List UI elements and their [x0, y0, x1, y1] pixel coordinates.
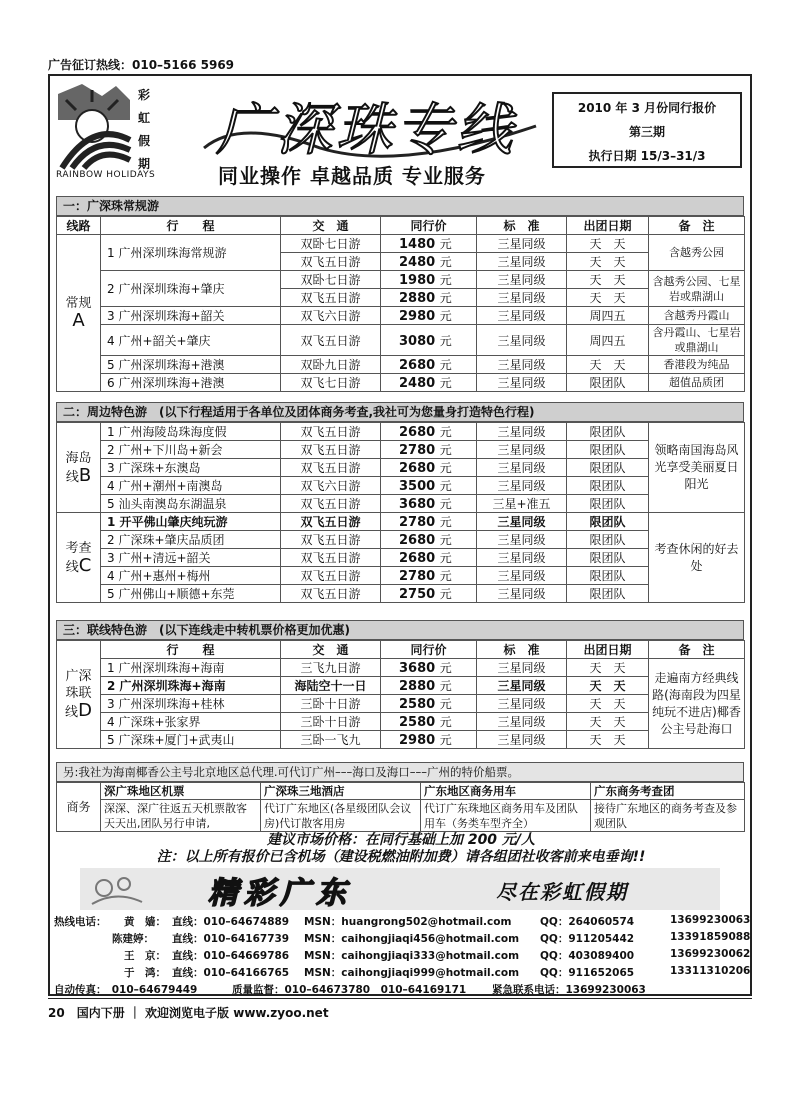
fax-line: 自动传真： 010–64679449 [54, 984, 198, 996]
transport-cell: 双飞五日游 [281, 325, 381, 356]
price-cell: 2480 元 [381, 253, 477, 271]
logo-en-text: RAINBOW HOLIDAYS [56, 170, 156, 180]
banner-main: 精彩广东 [208, 876, 352, 911]
contact-list [54, 914, 751, 999]
contact-row [54, 914, 751, 931]
emergency-line: 紧急联系电话：13699230063 [492, 984, 646, 996]
price-cell: 3680 元 [381, 495, 477, 513]
transport-cell: 三卧十日游 [281, 695, 381, 713]
price-cell: 2780 元 [381, 513, 477, 531]
std-cell: 三星同级 [477, 423, 567, 441]
std-cell: 三星同级 [477, 459, 567, 477]
date-cell: 限团队 [567, 585, 649, 603]
business-text: 代订广东地区(各星级团队会议房)代订散客用房 [261, 800, 421, 832]
flower-icon [86, 870, 146, 908]
transport-cell: 双飞五日游 [281, 531, 381, 549]
price-cell: 1480 元 [381, 235, 477, 253]
route-cell: 4 广深珠+张家界 [101, 713, 281, 731]
note-cell: 走遍南方经典线路(海南段为四星纯玩不进店)椰香公主号赴海口 [649, 659, 745, 749]
price-cell: 2680 元 [381, 549, 477, 567]
route-cell: 4 广州+潮州+南澳岛 [101, 477, 281, 495]
note-cell: 领略南国海岛风光享受美丽夏日阳光 [649, 423, 745, 513]
transport-cell: 三飞九日游 [281, 659, 381, 677]
transport-cell: 海陆空十一日 [281, 677, 381, 695]
table-row [57, 531, 745, 549]
std-cell: 三星同级 [477, 513, 567, 531]
header-cell: 线路 [57, 217, 101, 235]
route-cell: 2 广深珠+肇庆品质团 [101, 531, 281, 549]
std-cell: 三星同级 [477, 289, 567, 307]
transport-cell: 双飞五日游 [281, 253, 381, 271]
date-cell: 周四五 [567, 307, 649, 325]
contact-tel: 直线：010–64674889 [172, 916, 290, 928]
hotline-label: 热线电话： [54, 916, 107, 928]
table-row [57, 549, 745, 567]
section3-table [56, 640, 745, 749]
header-cell: 交 通 [281, 217, 381, 235]
category-cell-a: 常规 A [57, 235, 101, 392]
table-row [57, 271, 745, 289]
transport-cell: 双飞五日游 [281, 513, 381, 531]
std-cell: 三星同级 [477, 325, 567, 356]
contact-mobile: 13699230063 [670, 914, 751, 926]
date-cell: 限团队 [567, 441, 649, 459]
price-cell: 3500 元 [381, 477, 477, 495]
table-row [57, 495, 745, 513]
route-cell: 5 广深珠+厦门+武夷山 [101, 731, 281, 749]
table-row [57, 585, 745, 603]
route-cell: 5 汕头南澳岛东湖温泉 [101, 495, 281, 513]
section1-title: 一：广深珠常规游 [56, 196, 744, 216]
transport-cell: 三卧一飞九 [281, 731, 381, 749]
header-cell: 同行价 [381, 217, 477, 235]
transport-cell: 双飞五日游 [281, 441, 381, 459]
date-cell: 天 天 [567, 713, 649, 731]
business-title: 深广珠地区机票 [101, 783, 261, 800]
business-text: 接待广东地区的商务考查及参观团队 [591, 800, 745, 832]
category-cell-c: 考查线C [57, 513, 101, 603]
transport-cell: 双飞五日游 [281, 567, 381, 585]
contact-msn: MSN：huangrong502@hotmail.com [304, 916, 512, 928]
contact-qq: QQ：911205442 [540, 933, 635, 945]
note-cell: 考查休闲的好去处 [649, 513, 745, 603]
table-row [57, 659, 745, 677]
route-cell: 2 广州深圳珠海+海南 [101, 677, 281, 695]
ad-hotline: 广告征订热线：010–5166 5969 [48, 58, 235, 72]
std-cell: 三星同级 [477, 374, 567, 392]
route-cell: 2 广州深圳珠海+肇庆 [101, 271, 281, 307]
category-cell-b: 海岛线B [57, 423, 101, 513]
table-row [57, 783, 745, 800]
table-row [57, 423, 745, 441]
transport-cell: 双飞五日游 [281, 289, 381, 307]
date-cell: 限团队 [567, 531, 649, 549]
std-cell: 三星+准五 [477, 495, 567, 513]
header-cell: 交 通 [281, 641, 381, 659]
transport-cell: 三卧十日游 [281, 713, 381, 731]
price-include-line: 注：以上所有报价已含机场（建设税燃油附加费）请各组团社收客前来电垂询!! [156, 849, 646, 865]
price-box-line1: 2010 年 3 月份同行报价 [577, 101, 717, 115]
header-cell: 备 注 [649, 641, 745, 659]
std-cell: 三星同级 [477, 531, 567, 549]
logo-cn-text: 彩 虹 假 期 [137, 88, 150, 171]
date-cell: 天 天 [567, 271, 649, 289]
contact-tel: 直线：010–64669786 [172, 950, 290, 962]
contact-qq: QQ：911652065 [540, 967, 635, 979]
date-cell: 天 天 [567, 695, 649, 713]
price-cell: 2980 元 [381, 731, 477, 749]
section2-title: 二：周边特色游 (以下行程适用于各单位及团体商务考查,我社可为您量身打造特色行程) [56, 402, 744, 422]
banner-sub: 尽在彩虹假期 [496, 880, 628, 904]
date-cell: 限团队 [567, 549, 649, 567]
std-cell: 三星同级 [477, 253, 567, 271]
contact-msn: MSN：caihongjiaqi456@hotmail.com [304, 933, 520, 945]
note-cell: 含越秀公园 [649, 235, 745, 271]
transport-cell: 双飞六日游 [281, 477, 381, 495]
std-cell: 三星同级 [477, 585, 567, 603]
price-cell: 2680 元 [381, 531, 477, 549]
footer-rule [48, 998, 752, 999]
price-cell: 2780 元 [381, 567, 477, 585]
contact-mobile: 13391859088 [670, 931, 751, 943]
price-cell: 2580 元 [381, 695, 477, 713]
date-cell: 天 天 [567, 289, 649, 307]
section2-table [56, 422, 745, 603]
route-cell: 3 广深珠+东澳岛 [101, 459, 281, 477]
table-row [57, 713, 745, 731]
transport-cell: 双飞五日游 [281, 423, 381, 441]
business-text: 代订广东珠地区商务用车及团队用车（务类车型齐全） [421, 800, 591, 832]
table-row [57, 235, 745, 253]
contact-qq: QQ：264060574 [540, 916, 635, 928]
header-cell: 行 程 [101, 217, 281, 235]
date-cell: 天 天 [567, 356, 649, 374]
price-cell: 2680 元 [381, 459, 477, 477]
table-row [57, 356, 745, 374]
price-box-line2: 第三期 [628, 125, 665, 139]
date-cell: 限团队 [567, 374, 649, 392]
route-cell: 3 广州深圳珠海+韶关 [101, 307, 281, 325]
contact-row [54, 948, 751, 965]
date-cell: 天 天 [567, 253, 649, 271]
route-cell: 3 广州深圳珠海+桂林 [101, 695, 281, 713]
transport-cell: 双卧七日游 [281, 235, 381, 253]
note-cell: 含越秀丹霞山 [649, 307, 745, 325]
contact-row [54, 931, 751, 948]
std-cell: 三星同级 [477, 549, 567, 567]
route-cell: 1 开平佛山肇庆纯玩游 [101, 513, 281, 531]
transport-cell: 双卧九日游 [281, 356, 381, 374]
price-cell: 2880 元 [381, 289, 477, 307]
route-cell: 2 广州+下川岛+新会 [101, 441, 281, 459]
std-cell: 三星同级 [477, 477, 567, 495]
std-cell: 三星同级 [477, 695, 567, 713]
date-cell: 天 天 [567, 677, 649, 695]
route-cell: 3 广州+清远+韶关 [101, 549, 281, 567]
section1-header-row [57, 217, 745, 235]
transport-cell: 双飞七日游 [281, 374, 381, 392]
business-title: 广深珠三地酒店 [261, 783, 421, 800]
table-row [57, 307, 745, 325]
price-period-box [552, 92, 742, 168]
agency-note: 另:我社为海南椰香公主号北京地区总代理.可代订广州–––海口及海口–––广州的特价船票。 [56, 762, 744, 782]
std-cell: 三星同级 [477, 356, 567, 374]
header-cell: 行 程 [101, 641, 281, 659]
contact-tel: 直线：010–64166765 [172, 967, 290, 979]
market-price-line: 建议市场价格：在同行基础上加 200 元/人 [266, 832, 536, 848]
contact-row [54, 982, 748, 999]
contact-name: 王 京： [124, 950, 166, 962]
table-row [57, 459, 745, 477]
header-cell: 出团日期 [567, 641, 649, 659]
std-cell: 三星同级 [477, 731, 567, 749]
contact-qq: QQ：403089400 [540, 950, 635, 962]
date-cell: 天 天 [567, 235, 649, 253]
header-cell: 标 准 [477, 217, 567, 235]
route-cell: 1 广州深圳珠海+海南 [101, 659, 281, 677]
std-cell: 三星同级 [477, 713, 567, 731]
header-cell: 同行价 [381, 641, 477, 659]
transport-cell: 双飞五日游 [281, 459, 381, 477]
slogan: 同业操作 卓越品质 专业服务 [218, 164, 486, 188]
contact-name: 于 鸿： [124, 967, 166, 979]
business-table [56, 782, 745, 832]
table-row [57, 513, 745, 531]
std-cell: 三星同级 [477, 677, 567, 695]
transport-cell: 双飞五日游 [281, 495, 381, 513]
table-row [57, 441, 745, 459]
business-text: 深深、深广往返五天机票散客天天出,团队另行申请, [101, 800, 261, 832]
route-cell: 5 广州佛山+顺德+东莞 [101, 585, 281, 603]
price-cell: 2480 元 [381, 374, 477, 392]
price-cell: 3080 元 [381, 325, 477, 356]
route-cell: 4 广州+韶关+肇庆 [101, 325, 281, 356]
std-cell: 三星同级 [477, 441, 567, 459]
std-cell: 三星同级 [477, 235, 567, 253]
table-row [57, 731, 745, 749]
table-row [57, 325, 745, 356]
note-cell: 含丹霞山、七星岩或鼎湖山 [649, 325, 745, 356]
price-box-line3: 执行日期 15/3–31/3 [588, 149, 706, 163]
std-cell: 三星同级 [477, 567, 567, 585]
price-cell: 2580 元 [381, 713, 477, 731]
price-cell: 2780 元 [381, 441, 477, 459]
date-cell: 周四五 [567, 325, 649, 356]
transport-cell: 双飞五日游 [281, 585, 381, 603]
transport-cell: 双卧七日游 [281, 271, 381, 289]
transport-cell: 双飞六日游 [281, 307, 381, 325]
page-footer: 20 国内下册 ｜ 欢迎浏览电子版 www.zyoo.net [48, 1006, 329, 1020]
date-cell: 限团队 [567, 567, 649, 585]
supervise-line: 质量监督：010–64673780 010–64169171 [232, 984, 467, 996]
contact-msn: MSN：caihongjiaqi333@hotmail.com [304, 950, 520, 962]
business-label: 商务 [57, 783, 101, 832]
business-title: 广东商务考查团 [591, 783, 745, 800]
route-cell: 5 广州深圳珠海+港澳 [101, 356, 281, 374]
offer-note [58, 832, 744, 866]
date-cell: 限团队 [567, 423, 649, 441]
contact-msn: MSN：caihongjiaqi999@hotmail.com [304, 967, 520, 979]
contact-name: 陈建婷： [112, 933, 154, 945]
business-title: 广东地区商务用车 [421, 783, 591, 800]
table-row [57, 677, 745, 695]
table-row [57, 800, 745, 832]
price-cell: 1980 元 [381, 271, 477, 289]
price-cell: 2750 元 [381, 585, 477, 603]
std-cell: 三星同级 [477, 659, 567, 677]
note-cell: 含越秀公园、七星岩或鼎湖山 [649, 271, 745, 307]
std-cell: 三星同级 [477, 307, 567, 325]
table-row [57, 477, 745, 495]
contact-mobile: 13311310206 [670, 965, 751, 977]
route-cell: 1 广州深圳珠海常规游 [101, 235, 281, 271]
section1-table [56, 216, 745, 392]
header-cell: 标 准 [477, 641, 567, 659]
date-cell: 限团队 [567, 495, 649, 513]
price-cell: 2680 元 [381, 356, 477, 374]
date-cell: 限团队 [567, 477, 649, 495]
contact-name: 黄 嫱： [124, 916, 166, 928]
price-cell: 2680 元 [381, 423, 477, 441]
std-cell: 三星同级 [477, 271, 567, 289]
transport-cell: 双飞五日游 [281, 549, 381, 567]
price-cell: 2980 元 [381, 307, 477, 325]
header-cell: 出团日期 [567, 217, 649, 235]
route-cell: 4 广州+惠州+梅州 [101, 567, 281, 585]
date-cell: 天 天 [567, 659, 649, 677]
table-row [57, 374, 745, 392]
section3-title: 三：联线特色游 (以下连线走中转机票价格更加优惠) [56, 620, 744, 640]
price-cell: 2880 元 [381, 677, 477, 695]
contact-row [54, 965, 751, 982]
date-cell: 限团队 [567, 513, 649, 531]
route-cell: 1 广州海陵岛珠海度假 [101, 423, 281, 441]
contact-tel: 直线：010–64167739 [172, 933, 290, 945]
table-row [57, 567, 745, 585]
contact-mobile: 13699230062 [670, 948, 751, 960]
note-cell: 香港段为纯品 [649, 356, 745, 374]
date-cell: 限团队 [567, 459, 649, 477]
section3-header-row [57, 641, 745, 659]
header-cell: 备 注 [649, 217, 745, 235]
brand-title: 广深珠专线 [216, 98, 516, 163]
price-cell: 3680 元 [381, 659, 477, 677]
date-cell: 天 天 [567, 731, 649, 749]
route-cell: 6 广州深圳珠海+港澳 [101, 374, 281, 392]
table-row [57, 695, 745, 713]
category-cell-d: 广深珠联线D [57, 641, 101, 749]
note-cell: 超值品质团 [649, 374, 745, 392]
